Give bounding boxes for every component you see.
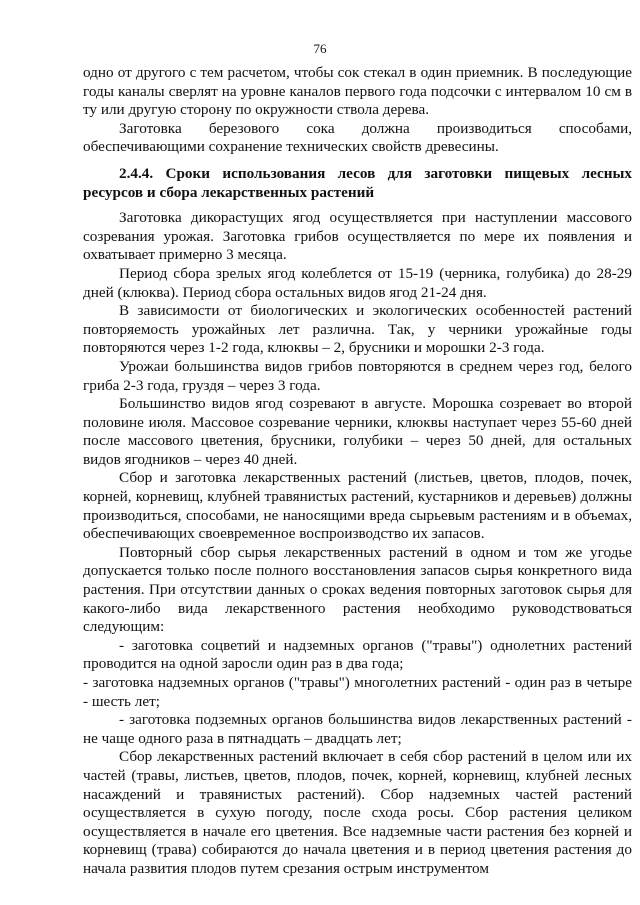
document-body [83, 64, 632, 879]
paragraph: Период сбора зрелых ягод колеблется от 15-19 (черника, голубика) до 28-29 дней (клюква). Период сбора остальных видов ягод 21-24 дня. [83, 264, 632, 301]
list-item: - заготовка надземных органов ("травы") многолетних растений - один раз в четыре - шесть лет; [83, 674, 632, 710]
paragraph: Повторный сбор сырья лекарственных растений в одном и том же угодье допускается только после полного восстановления запасов сырья конкретного вида растения. При отсутствии данных о сроках ведения повторных заготовок сырья для какого-либо вида лекарственного растения необходимо руководствоваться следующим: [83, 543, 632, 636]
page-number: 76 [313, 41, 327, 56]
paragraph: Заготовка дикорастущих ягод осуществляется при наступлении массового созревания урожая. Заготовка грибов осуществляется по мере их появления и охватывает примерно 3 месяца. [83, 209, 632, 264]
paragraph: Большинство видов ягод созревают в августе. Морошка созревает во второй половине июля. Массовое созревание черники, клюквы наступает через 55-60 дней после массового цветения, брусники, голубики – через 50 дней, для остальных видов ягодников – через 40 дней. [83, 395, 632, 468]
paragraph: В зависимости от биологических и экологических особенностей растений повторяемость урожайных лет различна. Так, у черники урожайные годы повторяются через 1-2 года, клюквы – 2, брусники и морошки 2-3 года. [83, 302, 632, 357]
paragraph: Заготовка березового сока должна производиться способами, обеспечивающими сохранение технических свойств древесины. [83, 119, 632, 156]
list-item: - заготовка подземных органов большинства видов лекарственных растений - не чаще одного раза в пятнадцать – двадцать лет; [83, 711, 632, 747]
list-item: - заготовка соцветий и надземных органов ("травы") однолетних растений проводится на одной заросли один раз в два года; [83, 636, 632, 673]
paragraph: Сбор лекарственных растений включает в себя сбор растений в целом или их частей (травы, листьев, цветов, плодов, почек, корней, корневищ, клубней лесных насаждений и травянистых растений). Сбор надземных частей растений осуществляется в сухую погоду, после схода росы. Сбор растения целиком осуществляется в начале его цветения. Все надземные части растения без корней и корневищ (трава) собираются до начала цветения и в период цветения растения до начала развития плодов путем срезания острым инструментом [83, 748, 632, 877]
paragraph: Урожаи большинства видов грибов повторяются в среднем через год, белого гриба 2-3 года, груздя – через 3 года. [83, 357, 632, 394]
paragraph: одно от другого с тем расчетом, чтобы сок стекал в один приемник. В последующие годы каналы сверлят на уровне каналов первого года подсочки с интервалом 10 см в ту или другую сторону по окружности ствола дерева. [83, 64, 632, 119]
section-heading: 2.4.4. Сроки использования лесов для заготовки пищевых лесных ресурсов и сбора лекарственных растений [83, 164, 632, 201]
paragraph: Сбор и заготовка лекарственных растений (листьев, цветов, плодов, почек, корней, корневищ, клубней травянистых растений, кустарников и деревьев) должны производиться, способами, не наносящими вреда сырьевым растениям и в объемах, обеспечивающих своевременное воспроизводство их запасов. [83, 469, 632, 543]
